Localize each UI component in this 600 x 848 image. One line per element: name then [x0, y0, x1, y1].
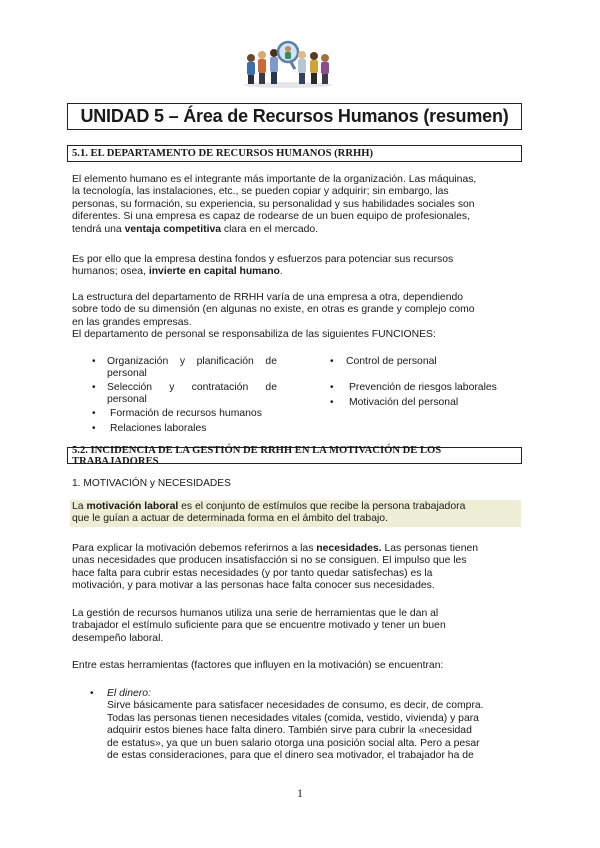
bullet-icon: •: [330, 397, 334, 408]
section-1-heading: 5.1. EL DEPARTAMENTO DE RECURSOS HUMANOS (RRHH): [67, 145, 522, 162]
bullet-icon: •: [92, 408, 96, 419]
text-line: tendrá una ventaja competitiva clara en el mercado.: [72, 223, 319, 235]
text-line: Para explicar la motivación debemos referirnos a las necesidades. Las personas tienen: [72, 543, 479, 554]
list-item: Prevención de riesgos laborales: [349, 382, 497, 393]
bold-term: necesidades.: [316, 543, 382, 554]
paragraph-tools: [72, 608, 518, 645]
paragraph-human-capital: [72, 254, 518, 279]
text-line: desempeño laboral.: [72, 632, 164, 644]
text-line: Todas las personas tienen necesidades vitales (comida, vestido, vivienda) y para: [107, 712, 479, 724]
text-line: la tecnología, las instalaciones, etc., se pueden copiar y adquirir; sin embargo, las: [72, 186, 449, 198]
text-line: humanos; osea, invierte en capital humano.: [72, 266, 283, 278]
text-line: de estatus», ya que un buen salario otorga una posición social alta. Pero a pesar: [107, 737, 480, 749]
text-line: hace falta para cubrir estas necesidades (y por tanto quedar satisfechas) es la: [72, 567, 433, 579]
text-line: La estructura del departamento de RRHH varía de una empresa a otra, dependiendo: [72, 292, 464, 303]
bullet-icon: •: [330, 356, 334, 367]
text-line: unas necesidades que producen insatisfacción si no se consiguen. El impulso que les: [72, 555, 467, 567]
list-item: Selección y contratación de personal: [107, 382, 277, 406]
text-line: sobre todo de su dimensión (en algunas no existe, en otras es grande y complejo como: [72, 304, 475, 316]
text-line: Es por ello que la empresa destina fondos y esfuerzos para potenciar sus recursos: [72, 254, 454, 265]
list-item: Formación de recursos humanos: [110, 408, 262, 419]
text-line: personas, su formación, su experiencia, su personalidad y sus habilidades sociales son: [72, 198, 475, 210]
bold-term: ventaja competitiva: [124, 223, 222, 235]
paragraph-human-element: [72, 174, 518, 236]
text-line: Entre estas herramientas (factores que influyen en la motivación) se encuentran:: [72, 660, 444, 671]
money-factor: [107, 688, 518, 762]
text-line: en las grandes empresas.: [72, 316, 192, 328]
factor-label: El dinero:: [107, 688, 151, 699]
unit-title-box: [67, 103, 522, 130]
text-line: El departamento de personal se responsabiliza de las siguientes FUNCIONES:: [72, 329, 436, 341]
text-line: El elemento humano es el integrante más importante de la organización. Las máquinas,: [72, 174, 477, 185]
text-line: La gestión de recursos humanos utiliza una serie de herramientas que le dan al: [72, 608, 439, 619]
text-line: trabajador el estímulo suficiente para que se encuentre motivado y tener un buen: [72, 620, 446, 632]
paragraph-structure: [72, 292, 518, 342]
list-item: Relaciones laborales: [110, 423, 207, 434]
motivation-definition: [70, 500, 521, 527]
text-line: que le guían a actuar de determinada forma en el ámbito del trabajo.: [72, 513, 388, 525]
text-line: motivación, y para motivar a las personas hace falta conocer sus necesidades.: [72, 580, 435, 592]
subheading-motivation: 1. MOTIVACIÓN y NECESIDADES: [72, 478, 231, 489]
section-2-heading: 5.2. INCIDENCIA DE LA GESTIÓN DE RRHH EN LA MOTIVACIÓN DE LOS TRABAJADORES: [67, 447, 522, 464]
bold-term: motivación laboral: [86, 501, 179, 512]
people-group-illustration: [243, 38, 333, 88]
bullet-icon: •: [330, 382, 334, 393]
unit-title: UNIDAD 5 – Área de Recursos Humanos (resumen): [80, 106, 509, 126]
text-line: adquirir estos bienes hace falta dinero. También sirve para cubrir la «necesidad: [107, 725, 472, 737]
paragraph-needs: [72, 543, 518, 593]
text-line: diferentes. Si una empresa es capaz de rodearse de un buen equipo de profesionales,: [72, 211, 470, 223]
bullet-icon: •: [90, 688, 94, 699]
paragraph-factors: [72, 660, 518, 672]
list-item: Organización y planificación de personal: [107, 356, 277, 380]
list-item: Motivación del personal: [349, 397, 459, 408]
bullet-icon: •: [92, 382, 96, 393]
text-line: Sirve básicamente para satisfacer necesidades de consumo, es decir, de compra.: [107, 700, 484, 712]
list-item: Control de personal: [346, 356, 437, 367]
page-number: 1: [297, 786, 303, 800]
text-line: La motivación laboral es el conjunto de estímulos que recibe la persona trabajadora: [72, 501, 466, 512]
bullet-icon: •: [92, 423, 96, 434]
bullet-icon: •: [92, 356, 96, 367]
text-line: de estas consideraciones, para que el dinero sea motivador, el trabajador ha de: [107, 750, 474, 762]
bold-term: invierte en capital humano: [148, 266, 280, 278]
